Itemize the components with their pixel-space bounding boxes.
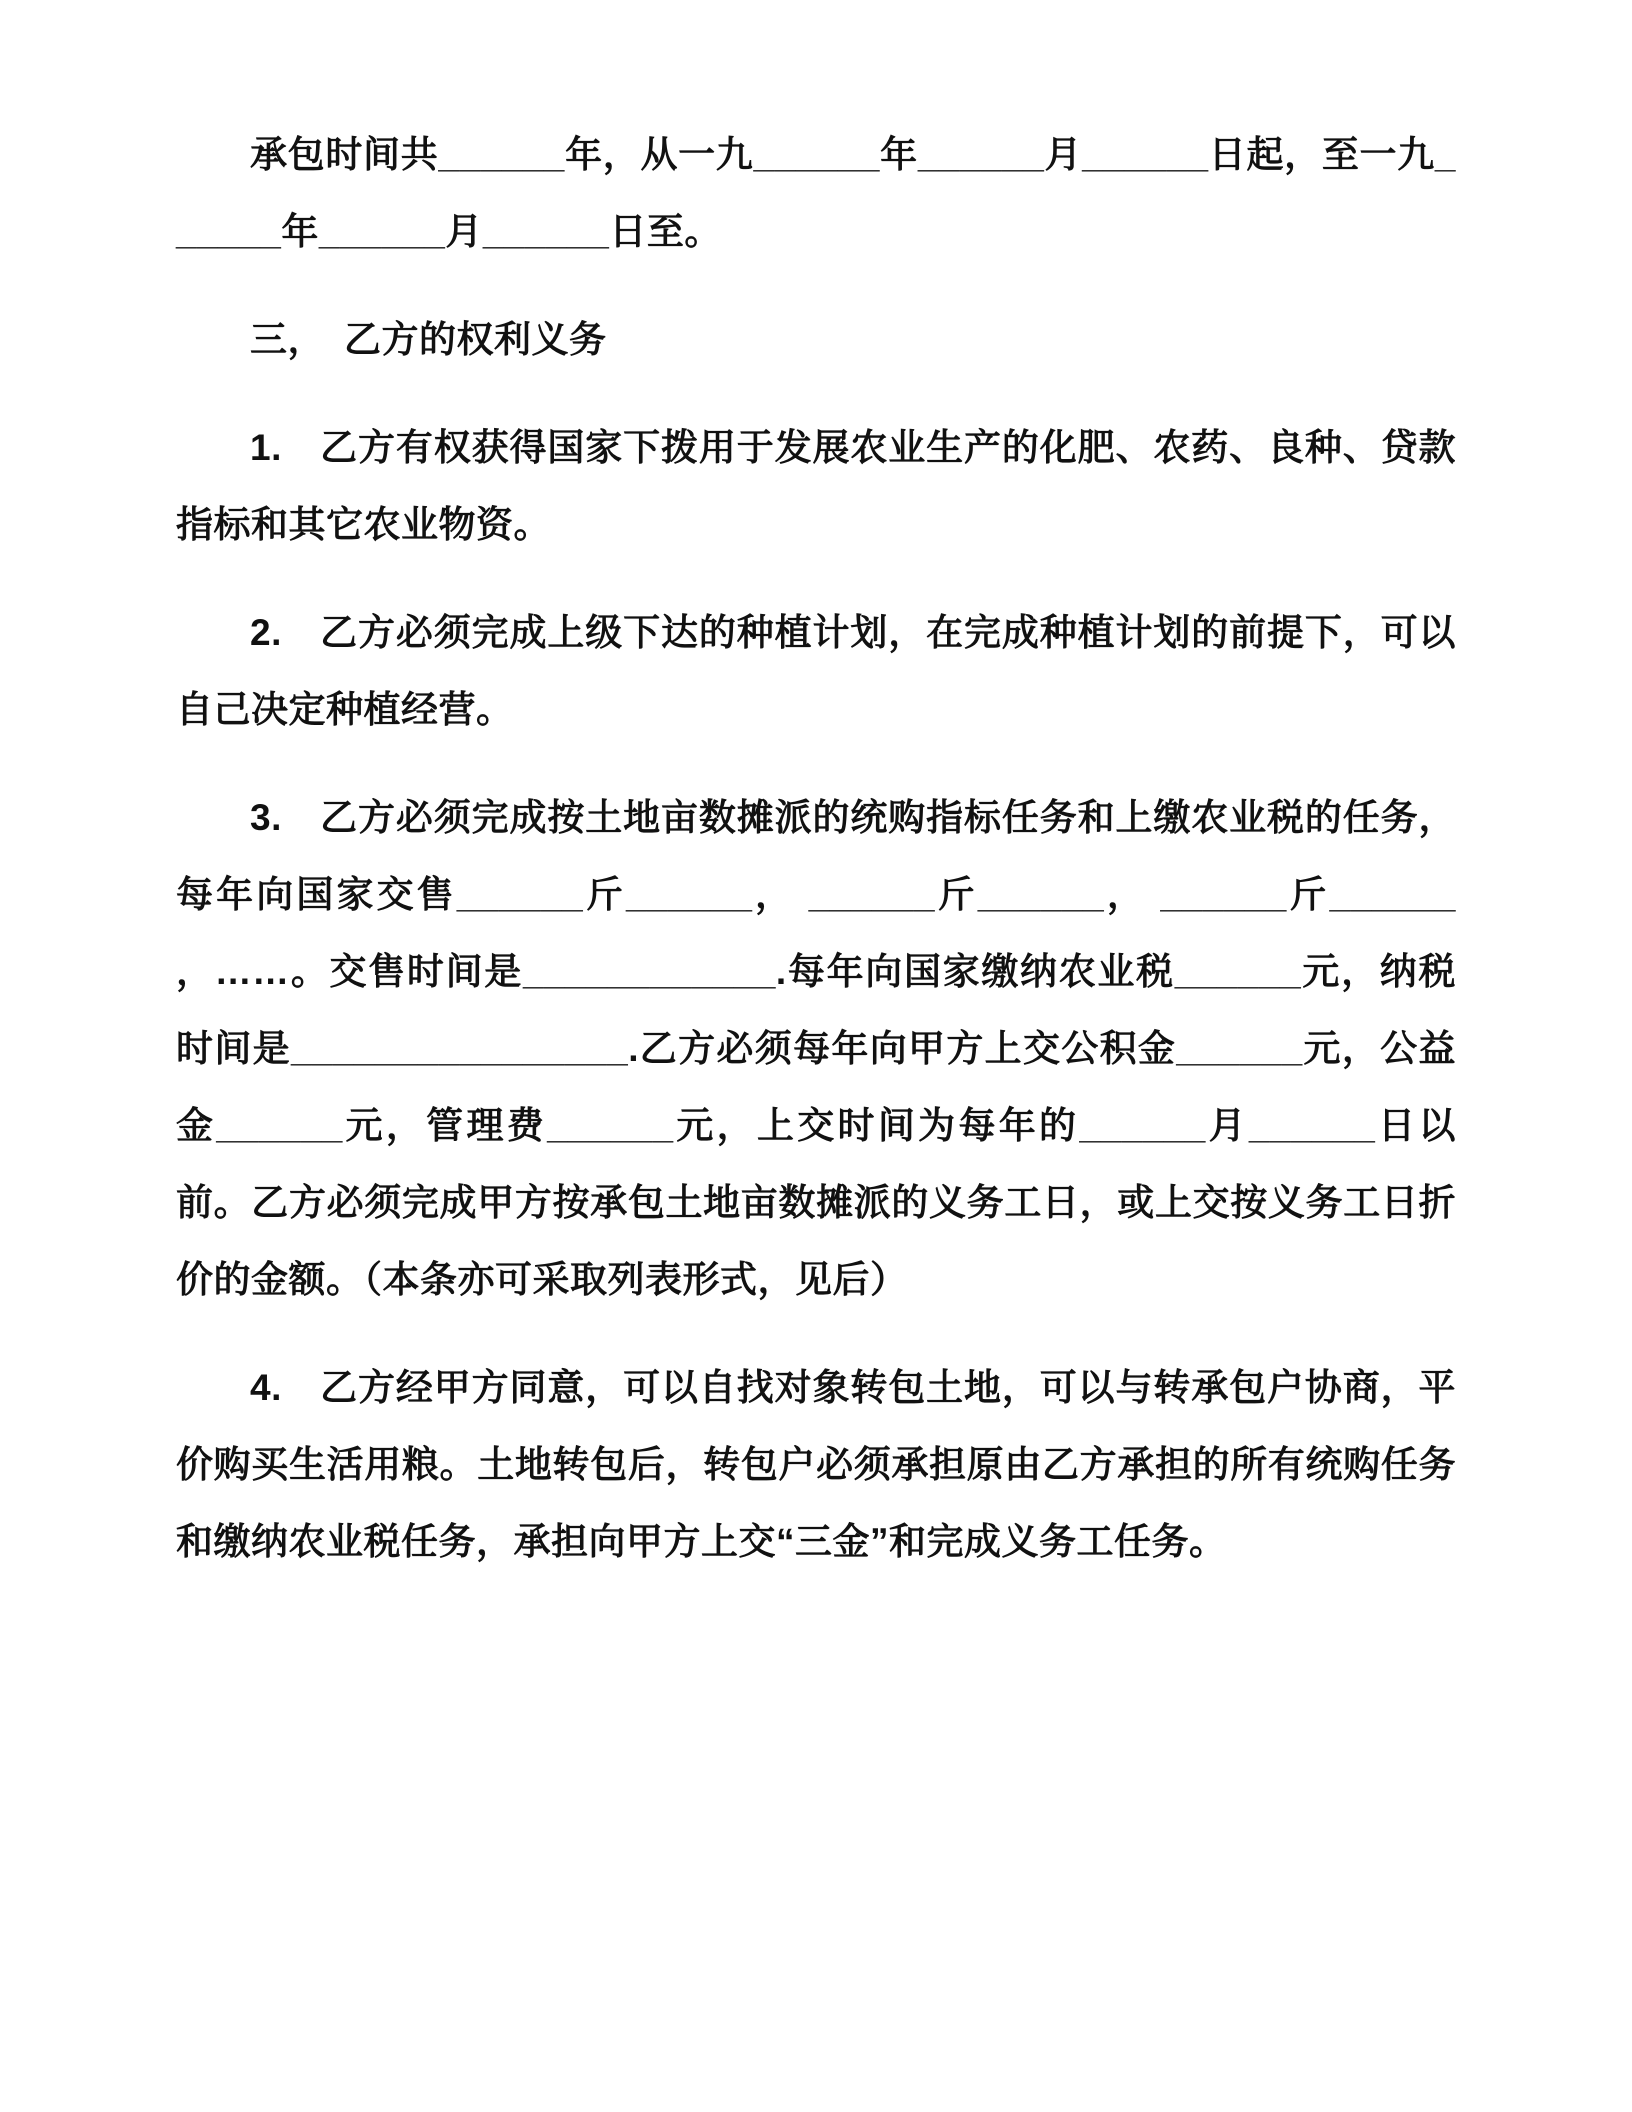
paragraph-clause-1: 1. 乙方有权获得国家下拨用于发展农业生产的化肥、农药、良种、贷款指标和其它农业物资。 <box>176 427 1456 545</box>
paragraph-clause-3: 3. 乙方必须完成按土地亩数摊派的统购指标任务和上缴农业税的任务，每年向国家交售______斤______， ______斤______， ______斤______ ，……。交售时间是____________.每年向国家缴纳农业税______元，纳税时间是________________.乙方必须每年向甲方上交公积金______元，公益金______元，管理费______元，上交时间为每年的______月______日以前。乙方必须完成甲方按承包土地亩数摊派的义务工日，或上交按义务工日折价的金额。（本条亦可采取列表形式，见后） <box>176 797 1456 1300</box>
paragraph-clause-2: 2. 乙方必须完成上级下达的种植计划，在完成种植计划的前提下，可以自己决定种植经营。 <box>176 612 1456 730</box>
paragraph-contract-duration: 承包时间共______年，从一九______年______月______日起，至一九______年______月______日至。 <box>176 134 1456 252</box>
paragraph-clause-4: 4. 乙方经甲方同意，可以自找对象转包土地，可以与转承包户协商，平价购买生活用粮。土地转包后，转包户必须承担原由乙方承担的所有统购任务和缴纳农业税任务，承担向甲方上交“三金”和完成义务工任务。 <box>176 1367 1456 1562</box>
section-heading-party-b-rights: 三， 乙方的权利义务 <box>250 319 607 360</box>
